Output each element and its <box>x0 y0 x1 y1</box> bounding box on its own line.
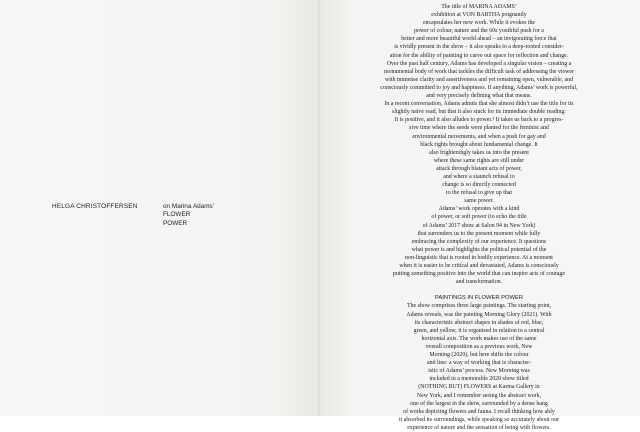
text-line: monumental body of work that tackles the difficult task of addressing the viewer <box>384 68 574 75</box>
text-line: of Adams’ 2017 show at Salon 94 in New York) <box>422 222 536 229</box>
text-line: attack through blatant acts of power, <box>436 165 522 172</box>
left-page <box>0 0 319 416</box>
text-line: green, and yellow, it is organised in relation to a central <box>413 327 545 334</box>
text-line: environmental movements, and when a push for gay and <box>412 133 546 140</box>
text-line: that surrenders us to the present moment while fully <box>417 230 541 237</box>
text-line: change is so directly connected <box>442 182 516 189</box>
text-line: better and more beautiful world ahead – an invigorating force that <box>401 36 557 43</box>
text-line: where these same rights are still under <box>433 157 525 164</box>
text-line: exhibition at VON BARTHA poignantly <box>431 12 527 19</box>
text-line: overall composition as a previous work, New <box>425 343 533 350</box>
text-line: consciously committed to joy and happiness. If anything, Adams’ work is powerful, <box>380 84 578 91</box>
text-line: Adams reveals, was the painting Morning Glory (2021). With <box>406 311 552 318</box>
text-line: The title of MARINA ADAMS’ <box>441 4 517 10</box>
paragraph-gap <box>360 286 598 294</box>
text-line: with immense clarity and assertiveness and yet remaining open, vulnerable, and <box>384 76 574 83</box>
text-line: slightly naïve read, but that it also stuck for its immediate double reading: <box>392 109 566 116</box>
essay-title <box>163 203 214 228</box>
text-line: embracing the complexity of our experience. It questions <box>411 238 547 245</box>
text-line: experience of nature and the sensation of being with flowers. <box>407 424 551 431</box>
text-line: non-linguistic that is rooted in bodily experience. At a moment <box>405 254 553 261</box>
text-line: when it is easier to be critical and devastated, Adams is consciously <box>399 263 559 269</box>
text-line: to the refusal to give up that <box>445 190 513 197</box>
text-line: and line: a way of working that is character- <box>427 360 531 367</box>
text-line: and very precisely defining what that means. <box>426 93 532 100</box>
essay-title-line: on Marina Adams’ <box>163 203 215 210</box>
essay-section-paintings <box>360 302 598 432</box>
essay-title-line: POWER <box>163 219 188 227</box>
text-line: of works depicting flowers and fauna. I recall thinking how ably <box>403 408 555 415</box>
text-line: Adams’ work operates with a kind <box>438 206 520 213</box>
text-line: power of colour, nature and the 60s youthful push for a <box>414 28 544 35</box>
text-line: The show comprises three large paintings. The starting point, <box>406 303 552 310</box>
text-line: Morning (2020), but here shifts the colour <box>429 352 529 359</box>
text-line: New York, and I remember seeing the abstract work, <box>416 392 542 399</box>
text-line: it absorbed its surroundings, while speaking so accurately about our <box>399 416 559 423</box>
text-line: It is positive, and it also alludes to power.¹ It takes us back to a progres- <box>394 117 564 124</box>
text-line: of power, or soft power (to echo the title <box>431 214 527 221</box>
text-line: (NOTHING BUT) FLOWERS at Karma Gallery in <box>418 384 540 391</box>
text-line: is vividly present in the show – it also speaks to a deep-rooted consider- <box>394 44 564 51</box>
text-line: and where a staunch refusal to <box>443 173 515 180</box>
text-line: included in a memorable 2020 show titled <box>429 376 529 383</box>
text-line: and transformation. <box>455 279 503 286</box>
text-line: horizontal axis. The work makes use of the same <box>421 335 537 342</box>
text-line: sive time where the seeds were planted for the feminist and <box>409 125 549 132</box>
essay-title-line: FLOWER <box>163 211 191 219</box>
text-line: its characteristic abstract shapes in shades of red, blue, <box>414 319 544 326</box>
text-line: Over the past half century, Adams has developed a singular vision – creating a <box>386 60 572 67</box>
essay-section-intro <box>360 3 598 286</box>
text-line: putting something positive into the world that can inspire acts of courage <box>393 271 565 278</box>
text-line: what power is and highlights the political potential of the <box>411 246 547 253</box>
text-line: also frighteningly takes us into the present <box>429 149 529 156</box>
text-line: one of the largest in the show, surrounded by a dense hang <box>410 400 548 407</box>
text-line: istic of Adams’ process. New Morning was <box>428 368 530 375</box>
text-line: In a recent conversation, Adams admits that she almost didn’t use the title for its <box>384 101 574 108</box>
author-name: HELGA CHRISTOFFERSEN <box>52 203 138 210</box>
text-line: encapsulates her new work. While it evokes the <box>422 20 536 27</box>
section-heading: PAINTINGS IN FLOWER POWER <box>434 295 524 302</box>
text-line: black rights brought about fundamental change. It <box>420 141 538 148</box>
essay-body <box>360 3 598 432</box>
text-line: same power. <box>464 198 494 205</box>
text-line: ation for the ability of painting to carve out space for reflection and change. <box>389 52 569 59</box>
